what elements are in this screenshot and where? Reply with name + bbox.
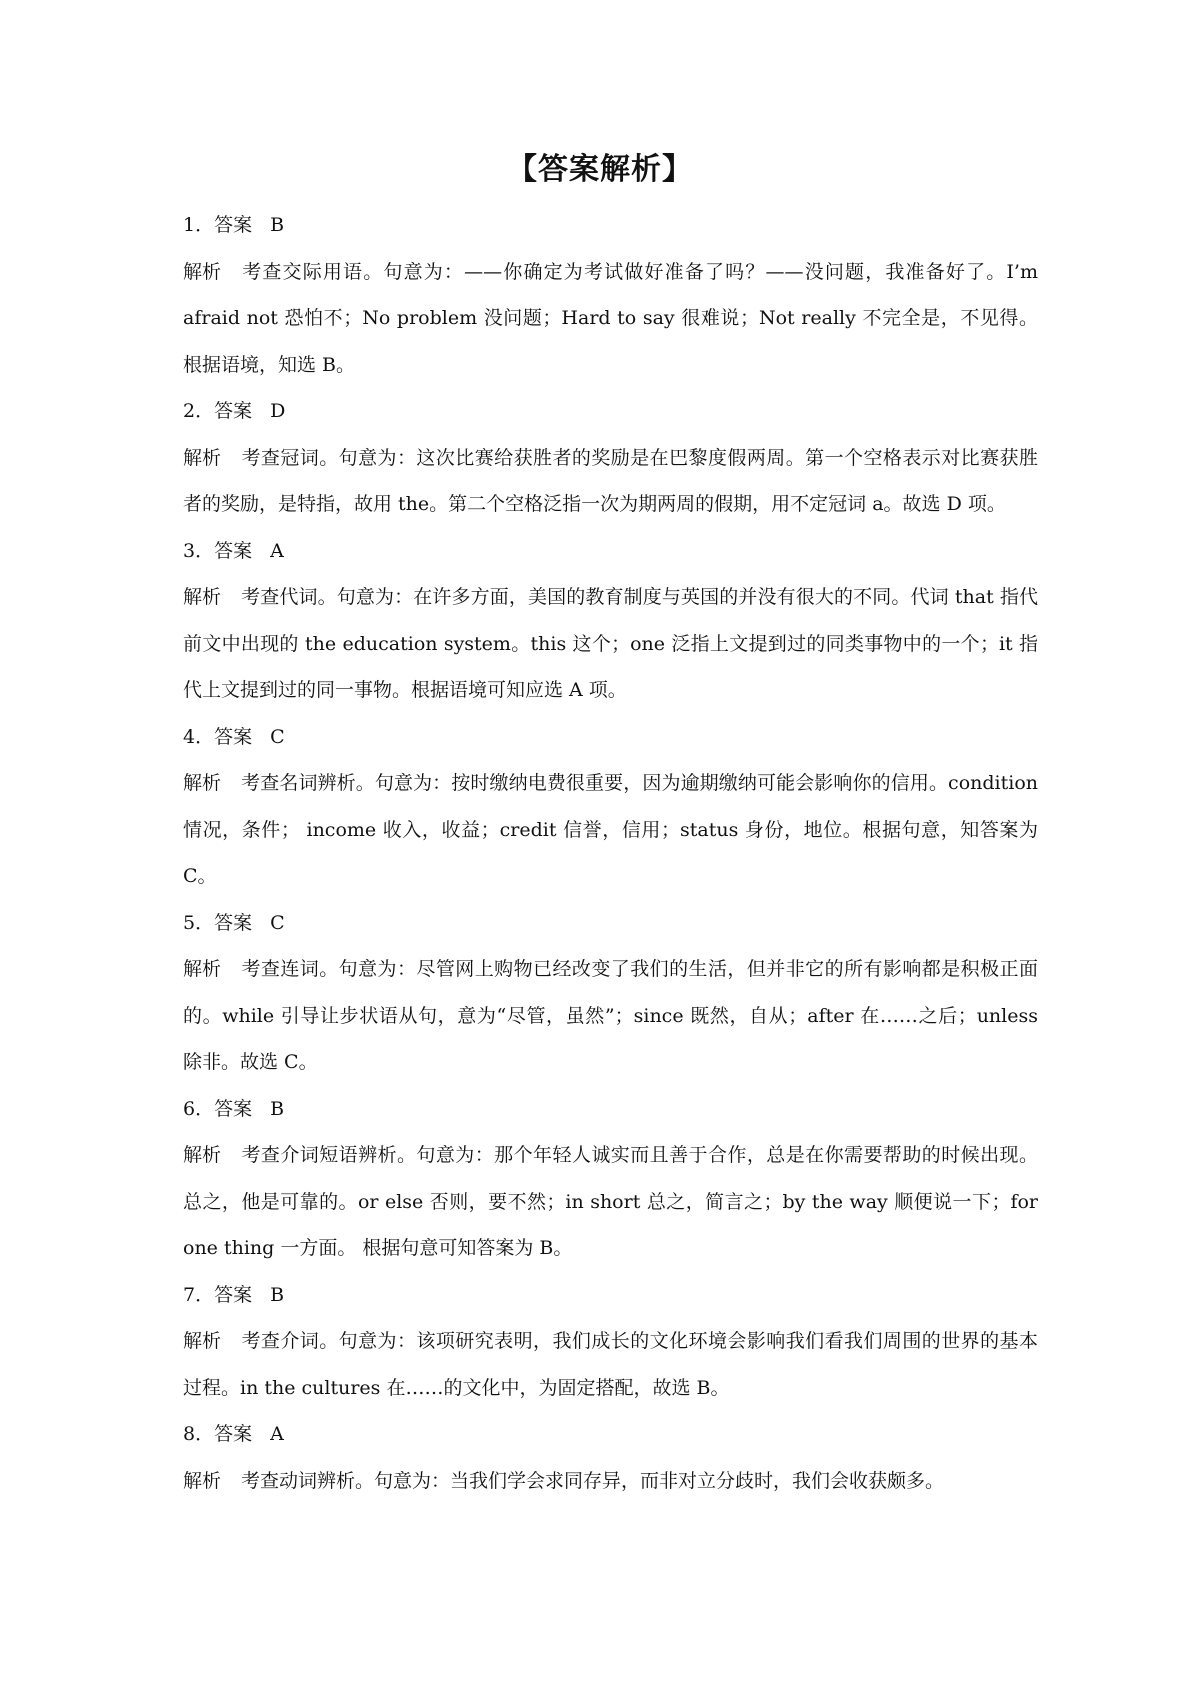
answer-line: [183, 528, 1038, 575]
item-number: 5．: [183, 911, 215, 934]
answer-line: [183, 1272, 1038, 1319]
answer-item: [183, 1411, 1038, 1504]
answer-line: [183, 900, 1038, 947]
analysis-text: 考查介词。句意为：该项研究表明，我们成长的文化环境会影响我们看我们周围的世界的基本过程。in the cultures 在……的文化中，为固定搭配，故选 B。: [183, 1330, 1038, 1399]
analysis-paragraph: [183, 1458, 1038, 1505]
answer-item: [183, 900, 1038, 1086]
answer-line: [183, 714, 1038, 761]
answer-line: [183, 388, 1038, 435]
analysis-paragraph: [183, 1318, 1038, 1411]
analysis-label: 解析: [183, 586, 222, 608]
analysis-text: 考查冠词。句意为：这次比赛给获胜者的奖励是在巴黎度假两周。第一个空格表示对比赛获胜者的奖励，是特指，故用 the。第二个空格泛指一次为期两周的假期，用不定冠词 a。故选 D 项。: [183, 446, 1038, 515]
answer-line: [183, 1411, 1038, 1458]
analysis-label: 解析: [183, 1144, 222, 1166]
answer-choice: A: [270, 1423, 284, 1445]
answer-item: [183, 1272, 1038, 1412]
answer-choice: A: [270, 539, 284, 562]
analysis-text: 考查名词辨析。句意为：按时缴纳电费很重要，因为逾期缴纳可能会影响你的信用。condition 情况，条件； income 收入，收益；credit 信誉，信用；status 身份，地位。根据句意，知答案为 C。: [183, 772, 1038, 887]
analysis-label: 解析: [183, 1469, 222, 1492]
analysis-label: 解析: [183, 260, 222, 283]
answer-item: [183, 714, 1038, 900]
analysis-paragraph: [183, 249, 1038, 389]
answer-label: 答案: [214, 911, 253, 934]
analysis-label: 解析: [183, 1330, 222, 1352]
item-number: 1．: [183, 214, 215, 236]
analysis-text: 考查交际用语。句意为：——你确定为考试做好准备了吗？——没问题，我准备好了。I’m afraid not 恐怕不；No problem 没问题；Hard to say 很难说；Not really 不完全是，不见得。根据语境，知选 B。: [183, 260, 1038, 376]
analysis-text: 考查介词短语辨析。句意为：那个年轻人诚实而且善于合作，总是在你需要帮助的时候出现。总之，他是可靠的。or else 否则，要不然；in short 总之，简言之；by the way 顺便说一下；for one thing 一方面。 根据句意可知答案为 B。: [183, 1144, 1038, 1259]
answer-choice: C: [270, 911, 285, 934]
answer-label: 答案: [214, 400, 253, 422]
answer-choice: C: [270, 725, 285, 748]
answer-choice: D: [270, 400, 286, 422]
analysis-paragraph: [183, 435, 1038, 528]
answer-list: [183, 202, 1038, 1504]
answer-choice: B: [270, 214, 285, 236]
answer-item: [183, 202, 1038, 388]
analysis-paragraph: [183, 760, 1038, 900]
answer-line: [183, 1086, 1038, 1133]
analysis-text: 考查动词辨析。句意为：当我们学会求同存异，而非对立分歧时，我们会收获颇多。: [241, 1469, 945, 1492]
answer-choice: B: [270, 1097, 285, 1120]
analysis-label: 解析: [183, 958, 222, 980]
analysis-text: 考查代词。句意为：在许多方面，美国的教育制度与英国的并没有很大的不同。代词 that 指代前文中出现的 the education system。this 这个；one 泛指上文提到过的同类事物中的一个；it 指代上文提到过的同一事物。根据语境可知应选 A 项。: [183, 586, 1038, 701]
answer-label: 答案: [214, 725, 253, 748]
answer-label: 答案: [214, 214, 253, 236]
answer-label: 答案: [214, 1283, 253, 1306]
item-number: 8．: [183, 1423, 215, 1445]
item-number: 6．: [183, 1097, 215, 1120]
item-number: 3．: [183, 539, 215, 562]
analysis-label: 解析: [183, 772, 222, 794]
item-number: 4．: [183, 725, 215, 748]
item-number: 2．: [183, 400, 215, 422]
answer-line: [183, 202, 1038, 249]
analysis-paragraph: [183, 574, 1038, 714]
answer-label: 答案: [214, 1423, 253, 1445]
answer-item: [183, 528, 1038, 714]
answer-item: [183, 1086, 1038, 1272]
item-number: 7．: [183, 1283, 215, 1306]
answer-label: 答案: [214, 1097, 253, 1120]
page-title: 【答案解析】: [507, 152, 693, 187]
answer-item: [183, 388, 1038, 528]
answer-choice: B: [270, 1283, 285, 1306]
analysis-paragraph: [183, 946, 1038, 1086]
answer-label: 答案: [214, 539, 253, 562]
analysis-text: 考查连词。句意为：尽管网上购物已经改变了我们的生活，但并非它的所有影响都是积极正面的。while 引导让步状语从句，意为“尽管，虽然”；since 既然，自从；after 在……之后；unless 除非。故选 C。: [183, 958, 1038, 1073]
analysis-label: 解析: [183, 446, 222, 469]
analysis-paragraph: [183, 1132, 1038, 1272]
